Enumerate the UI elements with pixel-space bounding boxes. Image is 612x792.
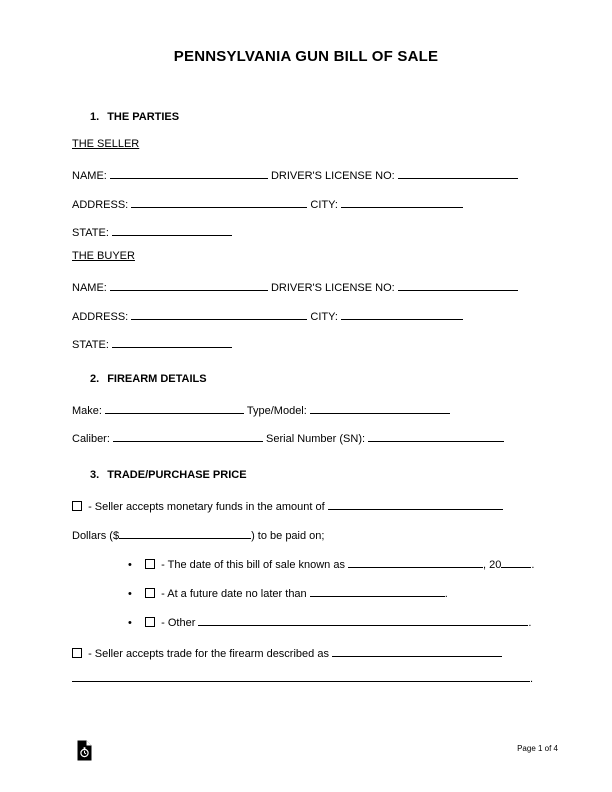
- trade-end-label: .: [530, 673, 534, 685]
- name-label: NAME:: [72, 170, 107, 182]
- trade-description-continued-line: [72, 669, 533, 686]
- seller-state-line: [72, 223, 232, 240]
- dollars-amount-field[interactable]: [119, 526, 251, 539]
- monetary-funds-checkbox[interactable]: [72, 501, 82, 511]
- city-label: CITY:: [310, 199, 338, 211]
- other-end-label: .: [528, 617, 532, 629]
- bullet-icon: •: [128, 617, 132, 629]
- section-firearm-heading: [90, 373, 207, 386]
- section-price-heading: [90, 469, 247, 482]
- buyer-address-field[interactable]: [131, 307, 307, 320]
- trade-option-label: - Seller accepts trade for the firearm described as: [88, 648, 329, 660]
- state-label: STATE:: [72, 227, 109, 239]
- drivers-license-label: DRIVER'S LICENSE NO:: [270, 282, 395, 294]
- other-checkbox[interactable]: [145, 617, 155, 627]
- date-end-label: .: [531, 559, 535, 571]
- other-option-label: - Other: [161, 617, 196, 629]
- trade-description-field[interactable]: [332, 644, 502, 657]
- seller-state-field[interactable]: [112, 223, 232, 236]
- trade-option-line: [72, 644, 502, 661]
- type-model-label: Type/Model:: [246, 405, 307, 417]
- section-number: 2.: [90, 373, 100, 385]
- amount-field[interactable]: [328, 497, 503, 510]
- dollars-suffix-label: ) to be paid on;: [251, 530, 325, 542]
- future-date-option-line: [128, 584, 448, 601]
- trade-checkbox[interactable]: [72, 648, 82, 658]
- make-field[interactable]: [105, 401, 244, 414]
- future-date-field[interactable]: [310, 584, 445, 597]
- seller-subheading: THE SELLER: [72, 138, 140, 150]
- city-label: CITY:: [310, 311, 338, 323]
- dollars-line: [72, 526, 324, 543]
- dollars-prefix-label: Dollars ($: [72, 530, 120, 542]
- buyer-name-line: [72, 278, 518, 295]
- address-label: ADDRESS:: [72, 199, 129, 211]
- section-title: THE PARTIES: [107, 111, 180, 123]
- page-indicator: Page 1 of 4: [517, 744, 558, 753]
- trade-description-field-2[interactable]: [72, 669, 530, 682]
- date-option-label: - The date of this bill of sale known as: [161, 559, 345, 571]
- section-parties-heading: [90, 111, 179, 124]
- future-option-label: - At a future date no later than: [161, 588, 307, 600]
- sale-date-checkbox[interactable]: [145, 559, 155, 569]
- serial-number-field[interactable]: [368, 429, 504, 442]
- state-label: STATE:: [72, 339, 109, 351]
- sale-year-field[interactable]: [501, 555, 531, 568]
- name-label: NAME:: [72, 282, 107, 294]
- buyer-name-field[interactable]: [110, 278, 268, 291]
- drivers-license-label: DRIVER'S LICENSE NO:: [270, 170, 395, 182]
- seller-name-field[interactable]: [110, 166, 268, 179]
- buyer-license-field[interactable]: [398, 278, 518, 291]
- other-option-line: [128, 613, 531, 630]
- caliber-label: Caliber:: [72, 433, 110, 445]
- page-title: PENNSYLVANIA GUN BILL OF SALE: [173, 48, 439, 65]
- section-title: TRADE/PURCHASE PRICE: [107, 469, 247, 481]
- serial-number-label: Serial Number (SN):: [266, 433, 366, 445]
- firearm-caliber-line: [72, 429, 504, 446]
- firearm-make-line: [72, 401, 450, 418]
- section-number: 3.: [90, 469, 100, 481]
- section-title: FIREARM DETAILS: [107, 373, 207, 385]
- seller-city-field[interactable]: [341, 195, 463, 208]
- monetary-option-line: [72, 497, 503, 514]
- seller-address-field[interactable]: [131, 195, 307, 208]
- seller-license-field[interactable]: [398, 166, 518, 179]
- monetary-option-label: - Seller accepts monetary funds in the amount of: [88, 501, 325, 513]
- seller-address-line: [72, 195, 463, 212]
- type-model-field[interactable]: [310, 401, 450, 414]
- address-label: ADDRESS:: [72, 311, 129, 323]
- buyer-state-field[interactable]: [112, 335, 232, 348]
- buyer-address-line: [72, 307, 463, 324]
- seller-name-line: [72, 166, 518, 183]
- future-end-label: .: [444, 588, 448, 600]
- other-field[interactable]: [198, 613, 528, 626]
- date-option-line: [128, 555, 534, 572]
- future-date-checkbox[interactable]: [145, 588, 155, 598]
- buyer-subheading: THE BUYER: [72, 250, 135, 262]
- sale-date-field[interactable]: [348, 555, 483, 568]
- buyer-state-line: [72, 335, 232, 352]
- date-mid-label: , 20: [483, 559, 502, 571]
- buyer-city-field[interactable]: [341, 307, 463, 320]
- make-label: Make:: [72, 405, 102, 417]
- bullet-icon: •: [128, 559, 132, 571]
- eforms-document-icon: [77, 740, 92, 761]
- bullet-icon: •: [128, 588, 132, 600]
- section-number: 1.: [90, 111, 100, 123]
- caliber-field[interactable]: [113, 429, 263, 442]
